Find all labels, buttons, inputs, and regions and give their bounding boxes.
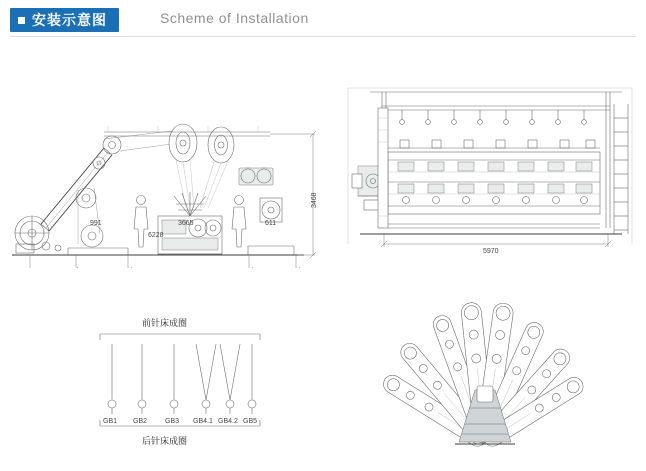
back-needle-bed-label: 后针床成圈 (142, 436, 188, 446)
page-title-cn: 安装示意图 (32, 12, 107, 28)
guide-bar-drawing (70, 300, 330, 460)
header-divider (10, 36, 636, 37)
dimension-991: 991 (90, 220, 102, 227)
bar-label-gb2: GB2 (133, 418, 148, 425)
plan-view-panel (340, 48, 640, 268)
dimension-611: 611 (265, 220, 277, 227)
needle-detail-panel (360, 292, 610, 462)
front-needle-bed-label: 前针床成圈 (142, 318, 188, 328)
bar-label-gb41: GB4.1 (193, 418, 213, 425)
bar-label-gb1: GB1 (103, 418, 118, 425)
guide-bar-panel (70, 300, 330, 460)
needle-detail-drawing (360, 292, 610, 462)
bar-label-gb42: GB4.2 (218, 418, 238, 425)
bar-label-gb3: GB3 (165, 418, 180, 425)
page-header (0, 0, 646, 40)
dimension-6228: 6228 (148, 232, 164, 239)
dimension-3665: 3665 (178, 220, 194, 227)
page-title-badge (10, 8, 119, 32)
dimension-5970: 5970 (483, 248, 499, 255)
page-title-en: Scheme of Installation (160, 10, 309, 26)
dimension-3468: 3468 (311, 192, 318, 208)
square-bullet-icon (18, 17, 25, 24)
plan-view-drawing (340, 48, 640, 268)
front-elevation-panel (8, 48, 328, 268)
front-elevation-drawing (8, 48, 328, 268)
bar-label-gb5: GB5 (243, 418, 258, 425)
